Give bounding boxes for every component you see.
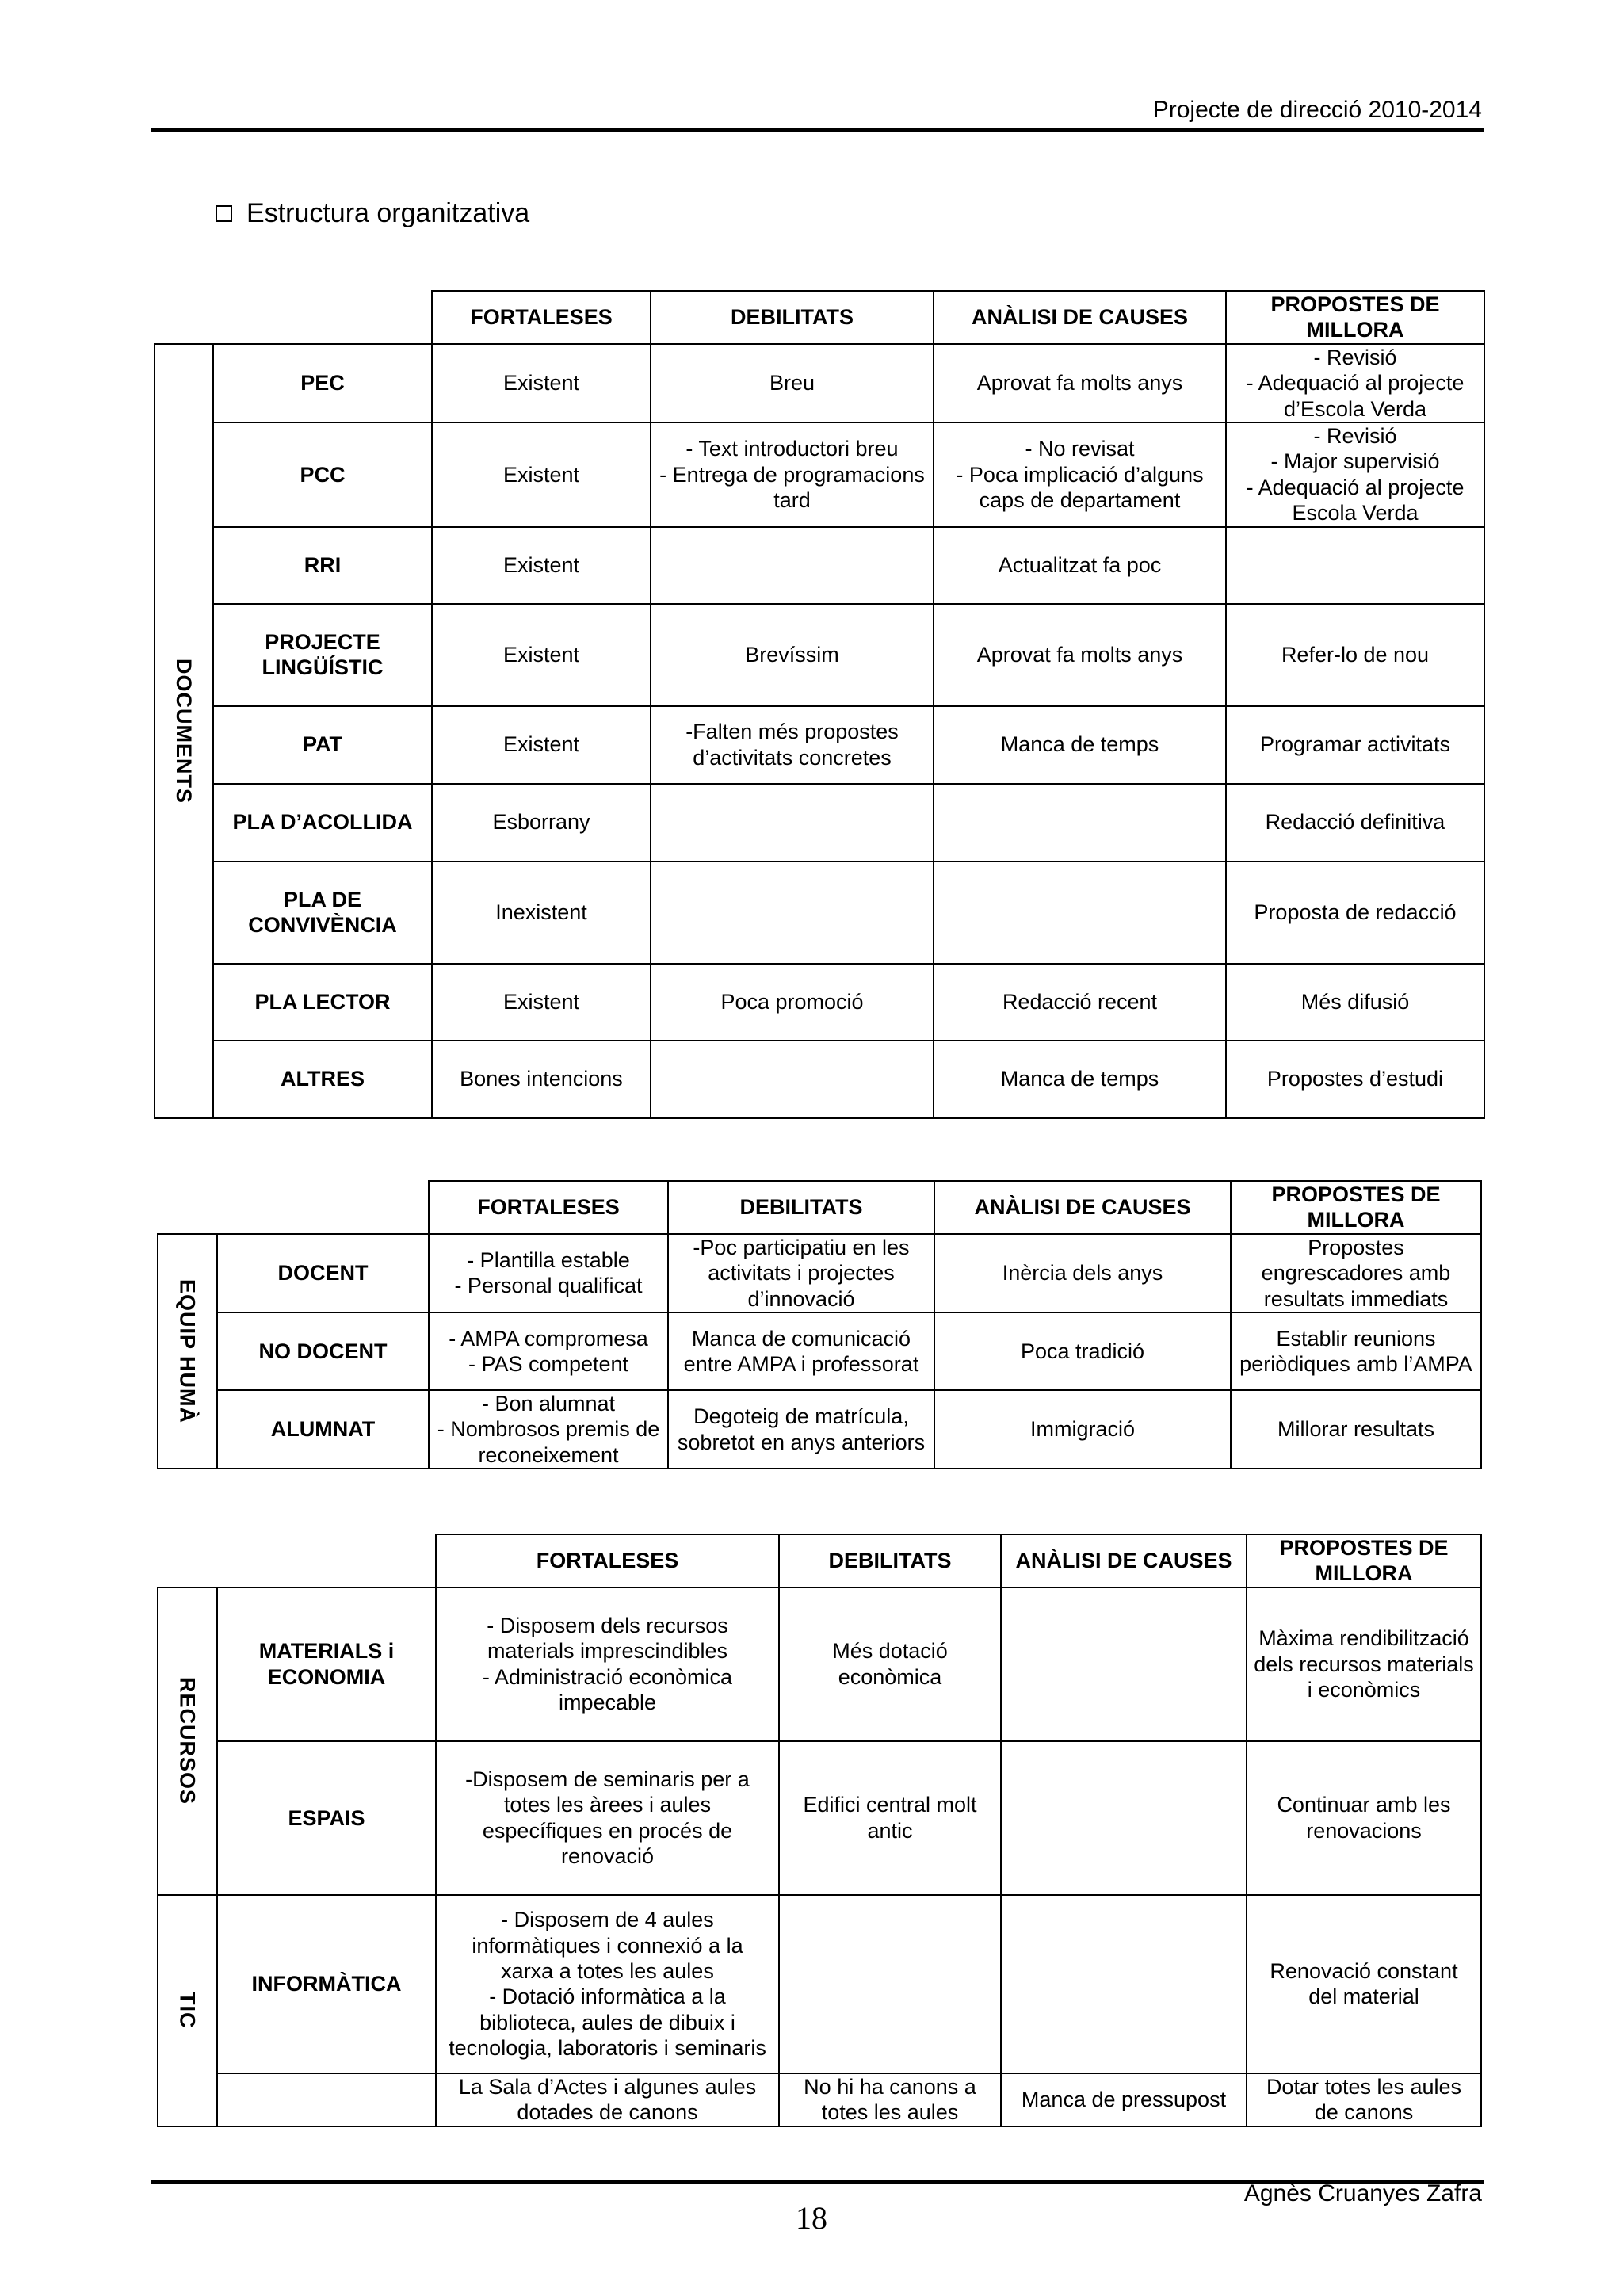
cell-fortaleses: Existent <box>432 964 651 1041</box>
cell-analisi-causes: Redacció recent <box>934 964 1226 1041</box>
cell-fortaleses: Inexistent <box>432 861 651 964</box>
table-row <box>158 1895 1481 2073</box>
cell-debilitats: No hi ha canons a totes les aules <box>779 2073 1001 2126</box>
cell-analisi-causes: Aprovat fa molts anys <box>934 344 1226 422</box>
recursos-table <box>157 1534 1482 2127</box>
table-row <box>155 784 1484 861</box>
cell-analisi-causes <box>934 861 1226 964</box>
row-label: PLA DE CONVIVÈNCIA <box>213 861 432 964</box>
row-label: NO DOCENT <box>217 1312 429 1390</box>
group-label-cell <box>155 344 213 1118</box>
header-propostes-millora: PROPOSTES DE MILLORA <box>1231 1181 1481 1234</box>
header-fortaleses: FORTALESES <box>432 291 651 344</box>
table-row <box>155 706 1484 784</box>
cell-propostes-millora: Dotar totes les aules de canons <box>1247 2073 1481 2126</box>
row-label: MATERIALS i ECONOMIA <box>217 1587 436 1741</box>
cell-debilitats: Degoteig de matrícula, sobretot en anys anteriors <box>668 1390 934 1469</box>
footer-author: Agnès Cruanyes Zafra <box>1243 2180 1482 2206</box>
cell-analisi-causes <box>1001 1895 1247 2073</box>
table-row <box>155 861 1484 964</box>
cell-analisi-causes: - No revisat - Poca implicació d’alguns caps de departament <box>934 422 1226 527</box>
table-row <box>155 964 1484 1041</box>
header-analisi-causes: ANÀLISI DE CAUSES <box>1001 1534 1247 1587</box>
row-label: PCC <box>213 422 432 527</box>
table-row <box>158 1234 1481 1312</box>
cell-fortaleses: Esborrany <box>432 784 651 861</box>
cell-fortaleses: - Disposem dels recursos materials imprescindibles - Administració econòmica impecable <box>436 1587 779 1741</box>
cell-analisi-causes: Inèrcia dels anys <box>934 1234 1231 1312</box>
section-heading <box>216 198 529 229</box>
cell-fortaleses: Existent <box>432 344 651 422</box>
cell-propostes-millora <box>1226 527 1484 604</box>
cell-analisi-causes: Poca tradició <box>934 1312 1231 1390</box>
table-row <box>158 2073 1481 2126</box>
header-rule <box>151 128 1484 132</box>
table-row <box>155 422 1484 527</box>
cell-fortaleses: Bones intencions <box>432 1041 651 1118</box>
cell-propostes-millora: - Revisió - Major supervisió - Adequació al projecte Escola Verda <box>1226 422 1484 527</box>
cell-debilitats: Brevíssim <box>651 604 934 706</box>
cell-propostes-millora: Millorar resultats <box>1231 1390 1481 1469</box>
cell-propostes-millora: Programar activitats <box>1226 706 1484 784</box>
cell-propostes-millora: Redacció definitiva <box>1226 784 1484 861</box>
cell-propostes-millora: - Revisió - Adequació al projecte d’Escola Verda <box>1226 344 1484 422</box>
cell-fortaleses: -Disposem de seminaris per a totes les àrees i aules específiques en procés de renovació <box>436 1741 779 1895</box>
cell-debilitats: -Falten més propostes d’activitats concretes <box>651 706 934 784</box>
cell-debilitats <box>651 861 934 964</box>
row-label: ESPAIS <box>217 1741 436 1895</box>
header-debilitats: DEBILITATS <box>651 291 934 344</box>
cell-fortaleses: La Sala d’Actes i algunes aules dotades de canons <box>436 2073 779 2126</box>
cell-debilitats <box>651 527 934 604</box>
cell-analisi-causes <box>1001 1741 1247 1895</box>
header-analisi-causes: ANÀLISI DE CAUSES <box>934 1181 1231 1234</box>
cell-propostes-millora: Continuar amb les renovacions <box>1247 1741 1481 1895</box>
table-row <box>158 1741 1481 1895</box>
cell-debilitats: Poca promoció <box>651 964 934 1041</box>
header-propostes-millora: PROPOSTES DE MILLORA <box>1247 1534 1481 1587</box>
table-header-row <box>158 1534 1481 1587</box>
header-propostes-millora: PROPOSTES DE MILLORA <box>1226 291 1484 344</box>
table-header-row <box>155 291 1484 344</box>
group-label: DOCUMENTS <box>172 658 197 804</box>
document-header-title: Projecte de direcció 2010-2014 <box>1152 97 1482 123</box>
cell-fortaleses: Existent <box>432 422 651 527</box>
cell-analisi-causes: Aprovat fa molts anys <box>934 604 1226 706</box>
row-label: ALTRES <box>213 1041 432 1118</box>
table-row <box>158 1587 1481 1741</box>
cell-fortaleses: Existent <box>432 706 651 784</box>
cell-analisi-causes: Manca de temps <box>934 706 1226 784</box>
cell-fortaleses: - Plantilla estable - Personal qualificat <box>429 1234 668 1312</box>
cell-debilitats <box>779 1895 1001 2073</box>
cell-fortaleses: Existent <box>432 604 651 706</box>
cell-propostes-millora: Propostes d’estudi <box>1226 1041 1484 1118</box>
row-label: PLA LECTOR <box>213 964 432 1041</box>
row-label: PROJECTE LINGÜÍSTIC <box>213 604 432 706</box>
cell-analisi-causes <box>1001 1587 1247 1741</box>
cell-analisi-causes: Manca de temps <box>934 1041 1226 1118</box>
cell-propostes-millora: Establir reunions periòdiques amb l’AMPA <box>1231 1312 1481 1390</box>
group-label: RECURSOS <box>175 1677 200 1805</box>
group-label: EQUIP HUMÀ <box>175 1278 200 1423</box>
table-row <box>155 604 1484 706</box>
row-label <box>217 2073 436 2126</box>
cell-debilitats: Més dotació econòmica <box>779 1587 1001 1741</box>
cell-propostes-millora: Propostes engrescadores amb resultats immediats <box>1231 1234 1481 1312</box>
cell-propostes-millora: Més difusió <box>1226 964 1484 1041</box>
row-label: PLA D’ACOLLIDA <box>213 784 432 861</box>
cell-debilitats <box>651 784 934 861</box>
section-title: Estructura organitzativa <box>246 198 530 228</box>
table-header-row <box>158 1181 1481 1234</box>
cell-debilitats: Breu <box>651 344 934 422</box>
cell-fortaleses: - Disposem de 4 aules informàtiques i connexió a la xarxa a totes les aules - Dotació informàtica a la biblioteca, aules de dibuix i tecnologia, laboratoris i seminaris <box>436 1895 779 2073</box>
cell-fortaleses: Existent <box>432 527 651 604</box>
cell-propostes-millora: Refer-lo de nou <box>1226 604 1484 706</box>
cell-fortaleses: - Bon alumnat - Nombrosos premis de reconeixement <box>429 1390 668 1469</box>
checkbox-square-icon <box>216 205 232 222</box>
cell-debilitats: Edifici central molt antic <box>779 1741 1001 1895</box>
header-fortaleses: FORTALESES <box>436 1534 779 1587</box>
equip-huma-table <box>157 1180 1482 1469</box>
cell-debilitats: - Text introductori breu - Entrega de programacions tard <box>651 422 934 527</box>
cell-propostes-millora: Proposta de redacció <box>1226 861 1484 964</box>
group-label-cell <box>158 1895 217 2126</box>
table-row <box>158 1312 1481 1390</box>
page-number: 18 <box>796 2200 827 2236</box>
table-row <box>158 1390 1481 1469</box>
group-label: TIC <box>175 1992 200 2029</box>
group-label-cell <box>158 1587 217 1895</box>
cell-propostes-millora: Màxima rendibilització dels recursos materials i econòmics <box>1247 1587 1481 1741</box>
cell-fortaleses: - AMPA compromesa - PAS competent <box>429 1312 668 1390</box>
row-label: PAT <box>213 706 432 784</box>
header-analisi-causes: ANÀLISI DE CAUSES <box>934 291 1226 344</box>
table-row <box>155 527 1484 604</box>
documents-table <box>154 290 1485 1119</box>
table-row <box>155 344 1484 422</box>
row-label: INFORMÀTICA <box>217 1895 436 2073</box>
row-label: DOCENT <box>217 1234 429 1312</box>
cell-debilitats: Manca de comunicació entre AMPA i professorat <box>668 1312 934 1390</box>
cell-analisi-causes: Immigració <box>934 1390 1231 1469</box>
row-label: PEC <box>213 344 432 422</box>
cell-analisi-causes: Actualitzat fa poc <box>934 527 1226 604</box>
group-label-cell <box>158 1234 217 1469</box>
cell-debilitats: -Poc participatiu en les activitats i projectes d’innovació <box>668 1234 934 1312</box>
row-label: RRI <box>213 527 432 604</box>
cell-analisi-causes: Manca de pressupost <box>1001 2073 1247 2126</box>
table-row <box>155 1041 1484 1118</box>
cell-propostes-millora: Renovació constant del material <box>1247 1895 1481 2073</box>
row-label: ALUMNAT <box>217 1390 429 1469</box>
header-debilitats: DEBILITATS <box>668 1181 934 1234</box>
header-fortaleses: FORTALESES <box>429 1181 668 1234</box>
cell-debilitats <box>651 1041 934 1118</box>
header-debilitats: DEBILITATS <box>779 1534 1001 1587</box>
cell-analisi-causes <box>934 784 1226 861</box>
